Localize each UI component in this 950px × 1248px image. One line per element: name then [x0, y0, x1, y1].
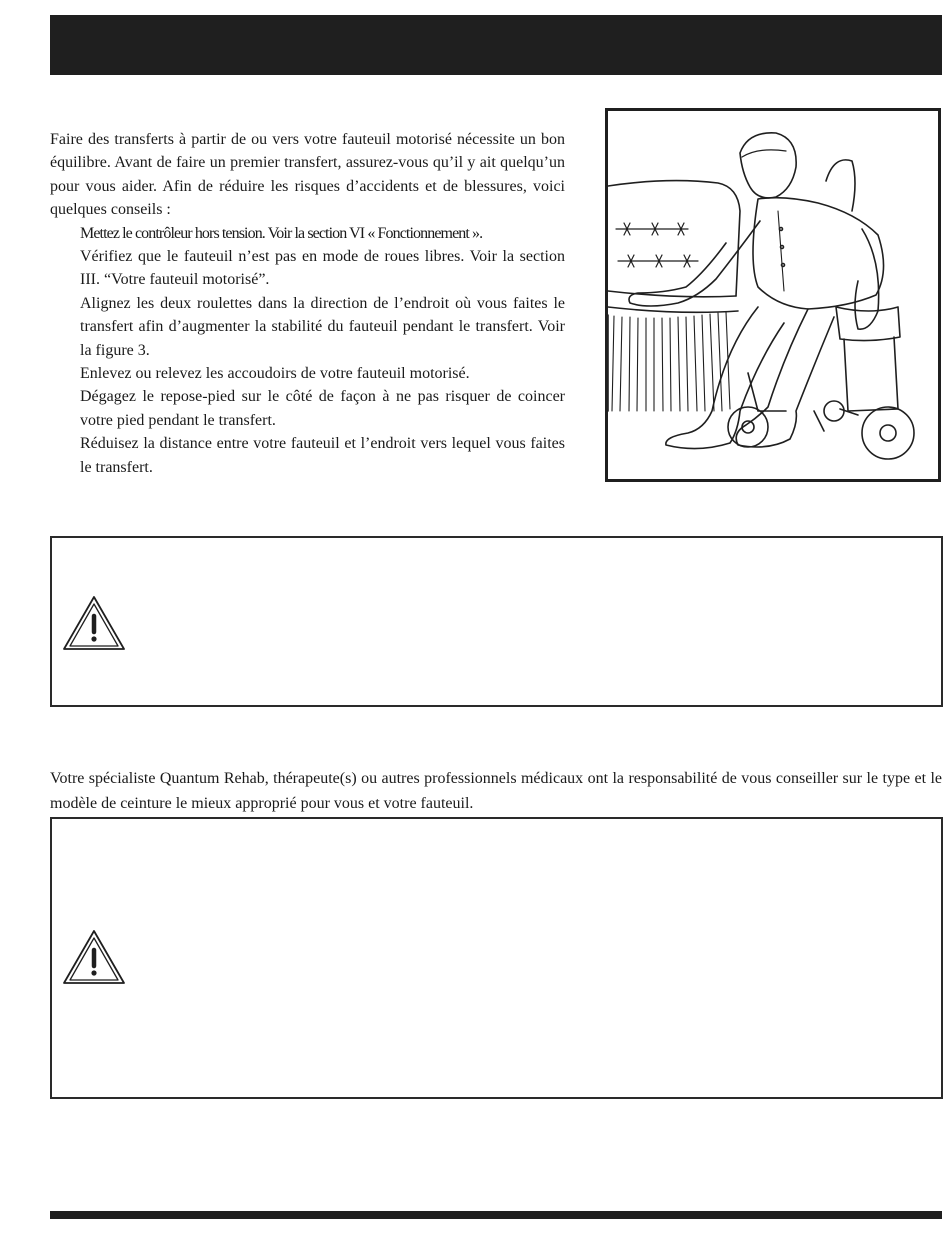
tip-item: Alignez les deux roulettes dans la direction de l’endroit où vous faites le transfert afin d’augmenter la stabilité du fauteuil pendant le transfert. Voir la figure 3. — [80, 294, 565, 359]
seat-belt-advice: Votre spécialiste Quantum Rehab, thérapeute(s) ou autres professionnels médicaux ont la responsabilité de vous conseiller sur le type et le modèle de ceinture le mieux approprié pour vous et votre fauteuil. — [50, 770, 942, 812]
warning-triangle-icon — [62, 595, 126, 656]
tip-item: Vérifiez que le fauteuil n’est pas en mode de roues libres. Voir la section III. “Votre fauteuil motorisé”. — [80, 248, 565, 289]
transfer-illustration — [605, 108, 941, 482]
transfer-tips-list — [50, 222, 565, 479]
warning-triangle-icon — [62, 929, 126, 990]
warning-box — [50, 817, 943, 1099]
transfer-section — [50, 128, 565, 479]
warning-box — [50, 536, 943, 707]
tip-item: Dégagez le repose-pied sur le côté de façon à ne pas risquer de coincer votre pied pendant le transfert. — [80, 388, 565, 429]
intro-paragraph: Faire des transferts à partir de ou vers votre fauteuil motorisé nécessite un bon équilibre. Avant de faire un premier transfert, assurez-vous qu’il y ait quelqu’un pour vous aider. Afin de réduire les risques d’accidents et de blessures, voici quelques conseils : — [50, 131, 565, 219]
tip-item: Enlevez ou relevez les accoudoirs de votre fauteuil motorisé. — [80, 365, 470, 383]
footer-bar — [50, 1211, 942, 1219]
tip-item: Réduisez la distance entre votre fauteuil et l’endroit vers lequel vous faites le transfert. — [80, 435, 565, 476]
header-bar — [50, 15, 942, 75]
tip-item: Mettez le contrôleur hors tension. Voir la section VI « Fonctionnement ». — [80, 224, 483, 242]
